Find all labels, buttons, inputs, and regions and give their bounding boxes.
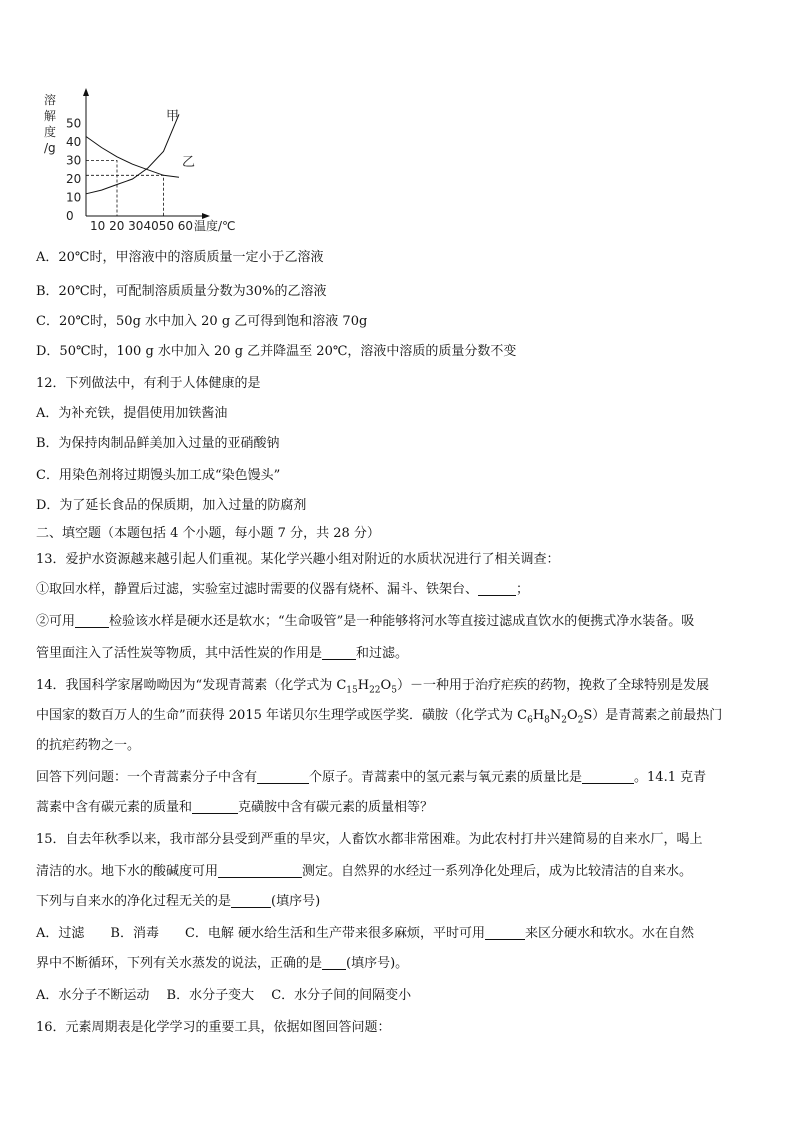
q14-text: H [357,678,370,693]
question-14 [36,676,764,696]
subscript: 2 [577,715,584,726]
q15-text: (填序号) [271,894,321,909]
q13-part2-end: 和过滤。 [356,646,409,661]
option-11b: B．20℃时，可配制溶质质量分数为30%的乙溶液 [36,284,327,299]
subscript: 5 [391,685,397,696]
answer-blank [485,925,525,940]
q15-text: 测定。自然界的水经过一系列净化处理后，成为比较清洁的自来水。 [302,864,693,879]
subscript: 22 [369,685,381,696]
option-12d: D．为了延长食品的保质期，加入过量的防腐剂 [36,498,307,513]
option-12c: C．用染色剂将过期馒头加工成“染色馒头” [36,468,281,483]
question-15-options2: A．水分子不断运动 B．水分子变大 C．水分子间的间隔变小 [36,988,412,1003]
y-tick-label: 10 [66,190,82,205]
q14-text: 14．我国科学家屠呦呦因为“发现青蒿素（化学式为 C [36,678,347,693]
y-tick-label: 20 [66,172,82,186]
answer-blank [582,769,634,784]
question-13: 13．爱护水资源越来越引起人们重视。某化学兴趣小组对附近的水质状况进行了相关调查： [36,552,560,567]
x-tick-labels: 10 20 304050 60 [90,219,194,233]
q13-part2 [36,612,764,632]
question-14-cont [36,706,764,726]
option-12a: A．为补充铁，提倡使用加铁酱油 [36,406,228,421]
q13-part2-cont [36,644,764,664]
q13-part1-end: ； [516,582,530,597]
answer-blank [75,613,109,628]
option-11d: D．50℃时，100 g 水中加入 20 g 乙并降温至 20℃，溶液中溶质的质量分数不变 [36,344,517,359]
option-12b: B．为保持肉制品鲜美加入过量的亚硝酸钠 [36,436,280,451]
y-tick-label: 30 [66,153,82,168]
q15-text: 界中不断循环，下列有关水蒸发的说法，正确的是 [36,956,323,971]
q14-prompt: 蒿素中含有碳元素的质量和 [36,800,193,815]
y-tick-label: 40 [66,135,82,149]
question-15: 15．自去年秋季以来，我市部分县受到严重的旱灾，人畜饮水都非常困难。为此农村打井兴建简易的自来水厂，喝上 [36,832,703,847]
q13-part2-start: ②可用 [36,614,76,629]
series-line-1 [86,114,179,194]
question-15-cont3 [36,954,764,974]
q15-text: (填序号)。 [346,956,409,971]
series-label: 乙 [182,155,196,170]
question-12: 12．下列做法中，有利于人体健康的是 [36,376,261,391]
subscript: 15 [346,685,358,696]
q14-text: ）－一种用于治疗疟疾的药物，挽救了全球特别是发展 [396,678,709,693]
series-label: 甲 [166,109,180,124]
y-axis-label [44,92,56,155]
answer-blank [218,863,302,878]
q14-answer-line [36,768,764,788]
q14-prompt: 。14.1 克青 [634,770,707,785]
question-16: 16．元素周期表是化学学习的重要工具，依据如图回答问题： [36,1020,391,1035]
q14-prompt: 回答下列问题：一个青蒿素分子中含有 [36,770,258,785]
q13-part2-text: 检验该水样是硬水还是软水；“生命吸管”是一种能够将河水等直接过滤成直饮水的便携式净水装备。吸 [109,614,695,629]
y-tick-label: 50 [66,116,82,131]
subscript: 2 [561,715,567,726]
answer-blank [257,769,309,784]
q14-prompt: 个原子。青蒿素中的氢元素与氧元素的质量比是 [309,770,583,785]
q14-text: N [549,708,562,723]
x-axis-label: 温度/℃ [194,219,236,233]
y-label-2: 解 [44,109,57,123]
y-label-1: 溶 [44,93,57,107]
solubility-chart [40,88,240,238]
subscript: 8 [544,715,550,726]
q14-text: 中国家的数百万人的生命”而获得 2015 年诺贝尔生理学或医学奖．磺胺（化学式为 C [36,708,528,723]
q13-part2-cont-text: 管里面注入了活性炭等物质，其中活性炭的作用是 [36,646,323,661]
q14-prompt: 克磺胺中含有碳元素的质量相等？ [238,800,434,815]
answer-blank [192,799,238,814]
answer-blank [231,893,271,908]
y-axis-arrow [83,88,89,96]
q14-text: H [532,708,545,723]
answer-blank [322,955,346,970]
question-14-end: 的抗疟药物之一。 [36,738,141,753]
question-15-cont [36,862,764,882]
question-15-cont2 [36,892,764,912]
series-line-2 [86,137,179,178]
section-heading: 二、填空题（本题包括 4 个小题，每小题 7 分，共 28 分） [36,526,380,541]
answer-blank [478,581,516,596]
y-tick-label: 0 [66,209,74,223]
question-15-options [36,924,764,944]
answer-blank [322,645,356,660]
option-11a: A．20℃时，甲溶液中的溶质质量一定小于乙溶液 [36,250,324,265]
option-11c: C．20℃时，50g 水中加入 20 g 乙可得到饱和溶液 70g [36,314,368,329]
q15-text: A．过滤 B．消毒 C．电解 硬水给生活和生产带来很多麻烦，平时可用 [36,926,486,941]
q13-part1 [36,580,764,600]
y-label-3: 度 [44,125,57,139]
subscript: 6 [527,715,533,726]
q14-text: O [380,678,392,693]
y-label-4: /g [44,141,56,155]
q15-text: 来区分硬水和软水。水在自然 [525,926,695,941]
q14-text: O [567,708,578,723]
q14-text: S）是青蒿素之前最热门 [583,708,723,723]
q15-text: 清洁的水。地下水的酸碱度可用 [36,864,219,879]
q14-answer-line2 [36,798,764,818]
q13-part1-text: ①取回水样，静置后过滤，实验室过滤时需要的仪器有烧杯、漏斗、铁架台、 [36,582,479,597]
guide-line [86,161,117,217]
q15-text: 下列与自来水的净化过程无关的是 [36,894,232,909]
